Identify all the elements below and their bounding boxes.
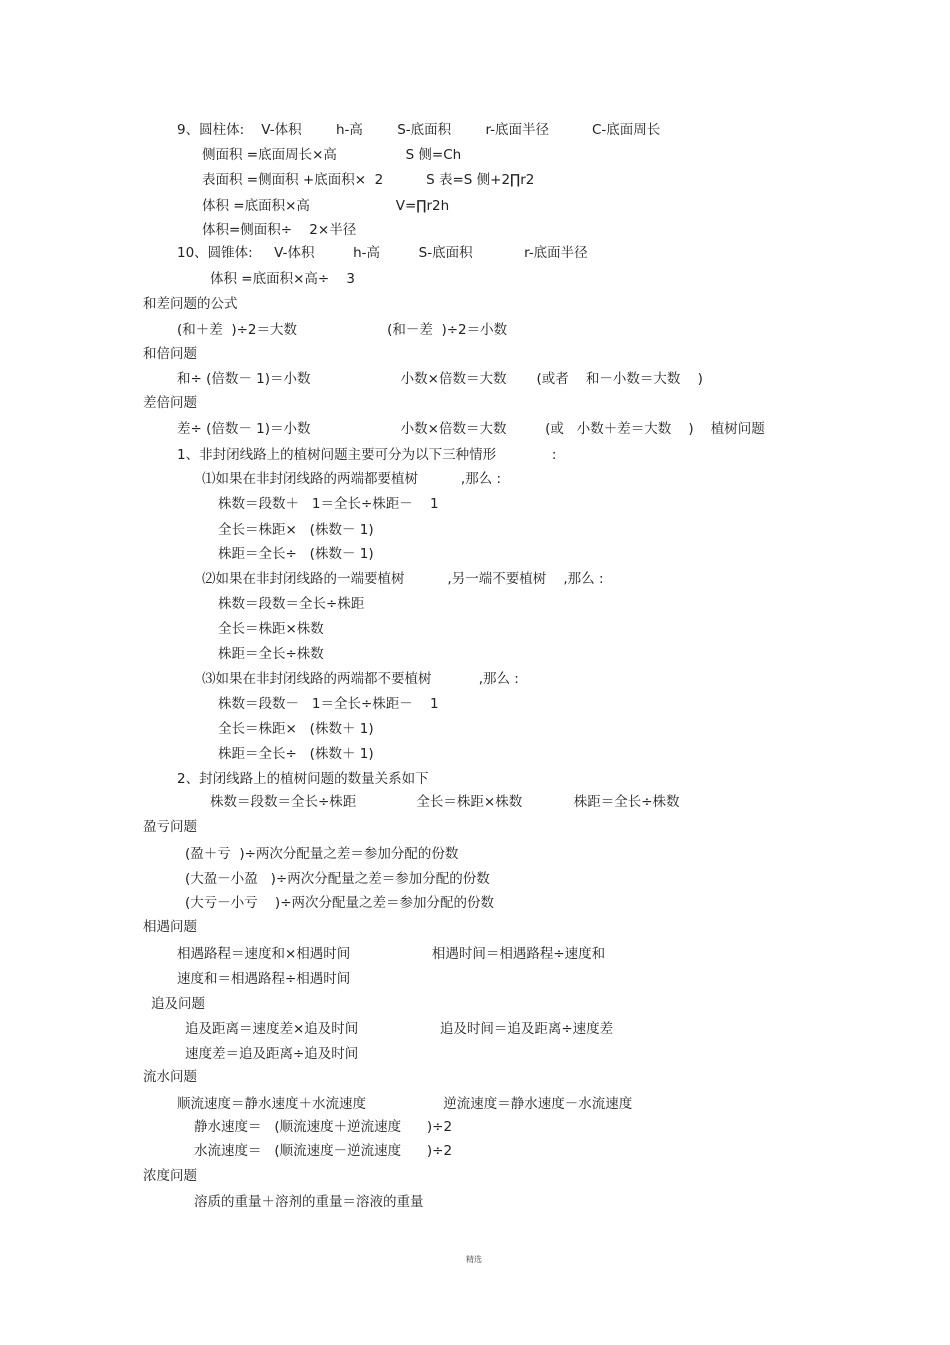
formula-line: 追及距离＝速度差×追及时间 追及时间＝追及距离÷速度差 [185, 1021, 614, 1037]
formula-line: 和÷ (倍数－ 1)＝小数 小数×倍数＝大数 (或者 和－小数＝大数 ) [177, 371, 703, 387]
tree-line: 1、非封闭线路上的植树问题主要可分为以下三种情形 : [177, 447, 557, 463]
cylinder-line: 表面积 =侧面积 +底面积× 2 S 表=S 侧+2∏r2 [202, 172, 535, 188]
tree-formula: 全长＝株距× (株数＋ 1) [218, 721, 374, 737]
cone-line: 体积 =底面积×高÷ 3 [210, 271, 355, 287]
tree-formula: 全长＝株距× (株数－ 1) [218, 522, 374, 538]
section-title: 追及问题 [151, 996, 205, 1012]
tree-formula: 全长＝株距×株数 [218, 621, 324, 637]
formula-line: 溶质的重量＋溶剂的重量＝溶液的重量 [194, 1194, 424, 1210]
tree-formula: 株数＝段数＝全长÷株距 全长＝株距×株数 株距＝全长÷株数 [210, 794, 680, 810]
tree-formula: 株距＝全长÷ (株数＋ 1) [218, 746, 374, 762]
tree-case: ⑶如果在非封闭线路的两端都不要植树 ,那么 : [202, 671, 519, 687]
tree-formula: 株数＝段数＋ 1＝全长÷株距－ 1 [218, 496, 439, 512]
tree-formula: 株数＝段数＝全长÷株距 [218, 596, 365, 612]
tree-case: ⑵如果在非封闭线路的一端要植树 ,另一端不要植树 ,那么 : [202, 571, 604, 587]
formula-line: 相遇路程＝速度和×相遇时间 相遇时间＝相遇路程÷速度和 [177, 946, 606, 962]
cylinder-line: 侧面积 =底面周长×高 S 侧=Ch [202, 147, 462, 163]
page-footer-label: 精选 [466, 1255, 482, 1264]
formula-line: 速度和＝相遇路程÷相遇时间 [177, 971, 351, 987]
tree-case: ⑴如果在非封闭线路的两端都要植树 ,那么 : [202, 471, 502, 487]
formula-line: (盈＋亏 )÷两次分配量之差＝参加分配的份数 [185, 846, 459, 862]
formula-line: 水流速度＝ (顺流速度－逆流速度 )÷2 [194, 1143, 453, 1159]
section-title: 和倍问题 [143, 346, 197, 362]
section-title: 差倍问题 [143, 395, 197, 411]
section-title: 盈亏问题 [143, 819, 197, 835]
formula-line: (大亏－小亏 )÷两次分配量之差＝参加分配的份数 [185, 895, 495, 911]
section-title: 相遇问题 [143, 919, 197, 935]
formula-line: 静水速度＝ (顺流速度＋逆流速度 )÷2 [194, 1119, 453, 1135]
cylinder-line: 体积 =底面积×高 V=∏r2h [202, 198, 450, 214]
formula-line: (大盈－小盈 )÷两次分配量之差＝参加分配的份数 [185, 871, 490, 887]
formula-line: 顺流速度＝静水速度＋水流速度 逆流速度＝静水速度－水流速度 [177, 1096, 633, 1112]
section-title: 和差问题的公式 [143, 296, 238, 312]
cylinder-line: 体积=侧面积÷ 2×半径 [202, 222, 357, 238]
formula-line: (和＋差 )÷2＝大数 (和－差 )÷2＝小数 [177, 322, 508, 338]
tree-formula: 株距＝全长÷ (株数－ 1) [218, 546, 374, 562]
tree-formula: 株数＝段数－ 1＝全长÷株距－ 1 [218, 696, 439, 712]
tree-formula: 株距＝全长÷株数 [218, 646, 324, 662]
formula-line: 速度差＝追及距离÷追及时间 [185, 1046, 359, 1062]
formula-line: 差÷ (倍数－ 1)＝小数 小数×倍数＝大数 (或 小数＋差＝大数 ) 植树问题 [177, 421, 765, 437]
section-title: 浓度问题 [143, 1168, 197, 1184]
cone-heading: 10、圆锥体: V-体积 h-高 S-底面积 r-底面半径 [177, 245, 588, 261]
tree-line: 2、封闭线路上的植树问题的数量关系如下 [177, 771, 429, 787]
cylinder-heading: 9、圆柱体: V-体积 h-高 S-底面积 r-底面半径 C-底面周长 [177, 122, 661, 138]
section-title: 流水问题 [143, 1069, 197, 1085]
